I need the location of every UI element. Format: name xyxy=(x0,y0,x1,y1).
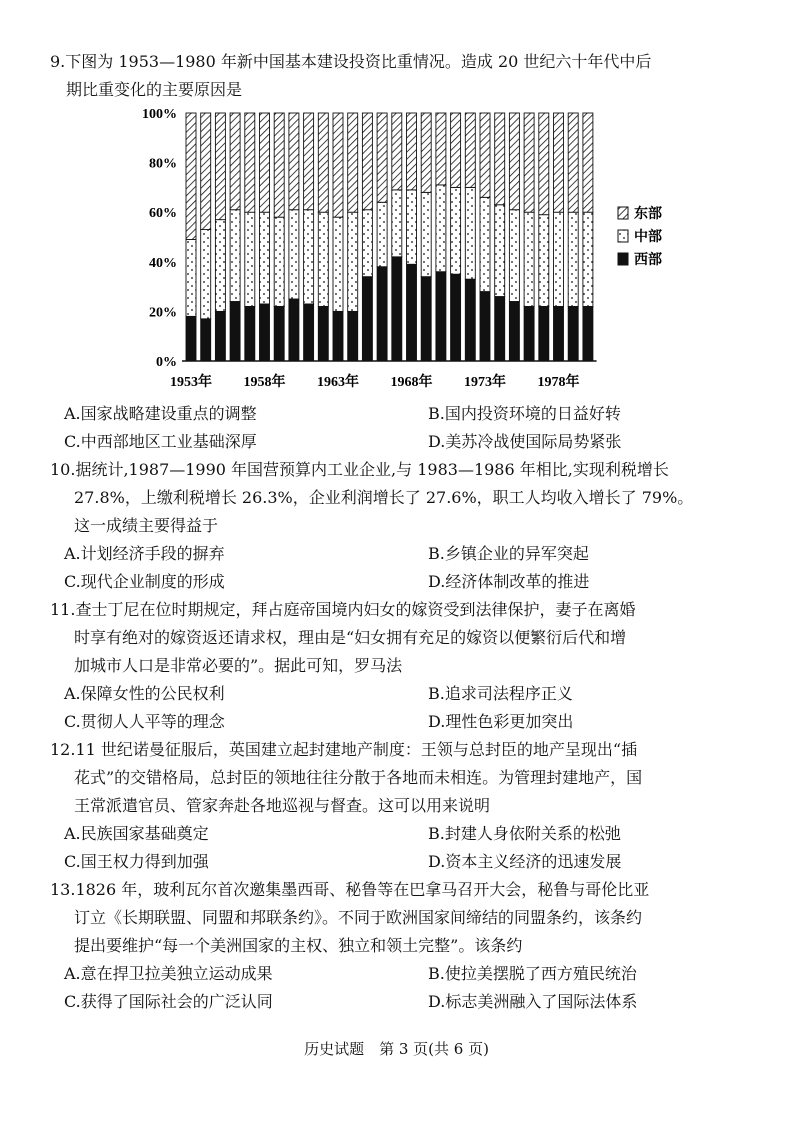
bar-segment-西部-1976 xyxy=(524,306,534,361)
bar-segment-中部-1956 xyxy=(230,210,240,302)
bar-segment-中部-1965 xyxy=(362,210,372,277)
q11-option-d[interactable]: D.理性色彩更加突出 xyxy=(428,712,574,731)
x-tick-label: 1978年 xyxy=(537,375,580,390)
q10-option-b[interactable]: B.乡镇企业的异军突起 xyxy=(428,544,589,563)
y-tick-label: 100% xyxy=(142,107,177,122)
x-tick-label: 1968年 xyxy=(390,375,433,390)
bar-segment-中部-1955 xyxy=(215,220,225,312)
x-tick-label: 1953年 xyxy=(170,375,212,390)
bar-segment-东部-1973 xyxy=(480,113,490,197)
q9-stem-line2: 期比重变化的主要原因是 xyxy=(66,80,243,99)
bar-segment-西部-1971 xyxy=(451,274,461,361)
bar-segment-东部-1965 xyxy=(362,113,372,210)
bar-segment-西部-1974 xyxy=(495,297,505,361)
bar-segment-东部-1967 xyxy=(392,113,402,190)
y-tick-label: 40% xyxy=(149,255,177,271)
bar-segment-中部-1979 xyxy=(568,212,578,306)
x-axis xyxy=(170,373,580,390)
legend-swatch-东部 xyxy=(618,207,628,219)
bar-segment-西部-1970 xyxy=(436,272,446,361)
q11-option-c[interactable]: C.贯彻人人平等的理念 xyxy=(64,712,225,731)
bar-segment-西部-1963 xyxy=(333,311,343,361)
bar-segment-西部-1961 xyxy=(304,304,314,361)
bar-segment-东部-1980 xyxy=(583,113,593,212)
q10-stem-line3: 这一成绩主要得益于 xyxy=(74,516,219,535)
bar-segment-东部-1977 xyxy=(539,113,549,215)
bar-segment-西部-1958 xyxy=(260,304,270,361)
bar-segment-西部-1954 xyxy=(201,319,211,361)
y-tick-label: 0% xyxy=(156,355,177,370)
bar-segment-中部-1954 xyxy=(201,230,211,319)
bar-segment-东部-1953 xyxy=(186,113,196,239)
bar-segment-中部-1978 xyxy=(554,212,564,306)
bar-group xyxy=(186,113,593,361)
bar-segment-中部-1963 xyxy=(333,217,343,311)
q10-option-d[interactable]: D.经济体制改革的推进 xyxy=(428,572,590,591)
x-tick-label: 1963年 xyxy=(317,375,359,390)
legend-label-东部: 东部 xyxy=(634,207,662,222)
bar-segment-西部-1960 xyxy=(289,299,299,361)
q10-option-c[interactable]: C.现代企业制度的形成 xyxy=(64,572,225,591)
bar-segment-西部-1979 xyxy=(568,306,578,361)
bar-segment-东部-1978 xyxy=(554,113,564,212)
bar-segment-中部-1973 xyxy=(480,197,490,291)
bar-segment-西部-1972 xyxy=(465,279,475,361)
bar-segment-中部-1962 xyxy=(318,212,328,306)
bar-segment-西部-1977 xyxy=(539,306,549,361)
q12-option-c[interactable]: C.国王权力得到加强 xyxy=(64,852,209,871)
bar-segment-西部-1957 xyxy=(245,306,255,361)
bar-segment-中部-1964 xyxy=(348,212,358,311)
bar-segment-东部-1964 xyxy=(348,113,358,212)
bar-segment-中部-1974 xyxy=(495,205,505,297)
bar-segment-西部-1978 xyxy=(554,306,564,361)
q12-stem-line1: 12.11 世纪诺曼征服后，英国建立起封建地产制度：王领与总封臣的地产呈现出“插 xyxy=(50,740,638,759)
q12-option-b[interactable]: B.封建人身依附关系的松弛 xyxy=(428,824,621,843)
q13-stem-line2: 订立《长期联盟、同盟和邦联条约》。不同于欧洲国家间缔结的同盟条约，该条约 xyxy=(74,908,643,927)
bar-segment-西部-1973 xyxy=(480,292,490,361)
investment-chart xyxy=(130,103,690,403)
bar-segment-中部-1969 xyxy=(421,192,431,276)
bar-segment-西部-1975 xyxy=(509,301,519,361)
bar-segment-东部-1963 xyxy=(333,113,343,217)
legend-swatch-西部 xyxy=(618,253,628,265)
bar-segment-东部-1972 xyxy=(465,113,475,187)
bar-segment-中部-1966 xyxy=(377,202,387,266)
bar-segment-中部-1957 xyxy=(245,212,255,306)
q11-stem-line1: 11.查士丁尼在位时期规定，拜占庭帝国境内妇女的嫁资受到法律保护，妻子在离婚 xyxy=(50,600,636,619)
bar-segment-东部-1968 xyxy=(407,113,417,190)
bar-segment-西部-1962 xyxy=(318,306,328,361)
bar-segment-中部-1961 xyxy=(304,210,314,304)
bar-segment-东部-1971 xyxy=(451,113,461,187)
bar-segment-中部-1970 xyxy=(436,185,446,272)
x-tick-label: 1973年 xyxy=(464,375,506,390)
q9-option-d[interactable]: D.美苏冷战使国际局势紧张 xyxy=(428,432,622,451)
bar-segment-东部-1976 xyxy=(524,113,534,212)
legend-label-中部: 中部 xyxy=(634,230,662,245)
bar-segment-中部-1977 xyxy=(539,215,549,307)
bar-segment-西部-1969 xyxy=(421,277,431,361)
q13-stem-line1: 13.1826 年，玻利瓦尔首次邀集墨西哥、秘鲁等在巴拿马召开大会，秘鲁与哥伦比亚 xyxy=(50,880,650,899)
q11-option-b[interactable]: B.追求司法程序正义 xyxy=(428,684,573,703)
q13-option-b[interactable]: B.使拉美摆脱了西方殖民统治 xyxy=(428,964,637,983)
bar-segment-中部-1958 xyxy=(260,212,270,304)
q9-option-b[interactable]: B.国内投资环境的日益好转 xyxy=(428,404,621,423)
y-tick-label: 20% xyxy=(149,305,177,321)
q12-option-d[interactable]: D.资本主义经济的迅速发展 xyxy=(428,852,622,871)
bar-segment-东部-1959 xyxy=(274,113,284,217)
q9-option-c[interactable]: C.中西部地区工业基础深厚 xyxy=(64,432,257,451)
q13-option-a[interactable]: A.意在捍卫拉美独立运动成果 xyxy=(64,964,273,983)
q11-option-a[interactable]: A.保障女性的公民权利 xyxy=(64,684,225,703)
q13-option-d[interactable]: D.标志美洲融入了国际法体系 xyxy=(428,992,638,1011)
q12-stem-line3: 王常派遣官员、管家奔赴各地巡视与督查。这可以用来说明 xyxy=(74,796,491,815)
bar-segment-西部-1968 xyxy=(407,264,417,361)
bar-segment-中部-1967 xyxy=(392,190,402,257)
q9-stem-line1: 9.下图为 1953—1980 年新中国基本建设投资比重情况。造成 20 世纪六十年代中后 xyxy=(50,52,652,71)
x-tick-label: 1958年 xyxy=(243,375,286,390)
bar-segment-东部-1957 xyxy=(245,113,255,212)
bar-segment-东部-1979 xyxy=(568,113,578,212)
legend-label-西部: 西部 xyxy=(634,253,662,268)
q12-stem-line2: 花式”的交错格局，总封臣的领地往往分散于各地而未相连。为管理封建地产，国 xyxy=(74,768,643,787)
bar-segment-东部-1954 xyxy=(201,113,211,230)
bar-segment-西部-1967 xyxy=(392,257,402,361)
chart-legend xyxy=(618,205,662,268)
bar-segment-中部-1980 xyxy=(583,212,593,306)
page-footer: 历史试题 第 3 页(共 6 页) xyxy=(304,1040,489,1058)
bar-segment-西部-1966 xyxy=(377,267,387,361)
bar-segment-东部-1970 xyxy=(436,113,446,185)
bar-segment-西部-1959 xyxy=(274,306,284,361)
bar-segment-西部-1980 xyxy=(583,306,593,361)
q11-stem-line2: 时享有绝对的嫁资返还请求权，理由是“妇女拥有充足的嫁资以便繁衍后代和增 xyxy=(74,628,627,647)
bar-segment-东部-1960 xyxy=(289,113,299,210)
y-tick-label: 80% xyxy=(149,156,177,172)
bar-segment-东部-1969 xyxy=(421,113,431,192)
bar-segment-东部-1966 xyxy=(377,113,387,202)
bar-segment-中部-1959 xyxy=(274,217,284,306)
bar-segment-东部-1961 xyxy=(304,113,314,210)
bar-segment-中部-1960 xyxy=(289,210,299,299)
bar-segment-东部-1975 xyxy=(509,113,519,210)
q13-option-c[interactable]: C.获得了国际社会的广泛认同 xyxy=(64,992,273,1011)
bar-segment-东部-1974 xyxy=(495,113,505,205)
bar-segment-中部-1972 xyxy=(465,187,475,279)
q12-option-a[interactable]: A.民族国家基础奠定 xyxy=(64,824,209,843)
bar-segment-西部-1964 xyxy=(348,311,358,361)
y-tick-label: 60% xyxy=(149,206,177,222)
q11-stem-line3: 加城市人口是非常必要的”。据此可知，罗马法 xyxy=(74,656,403,675)
bar-segment-中部-1971 xyxy=(451,187,461,274)
bar-segment-中部-1968 xyxy=(407,190,417,264)
bar-segment-东部-1955 xyxy=(215,113,225,220)
bar-segment-西部-1956 xyxy=(230,301,240,361)
q13-stem-line3: 提出要维护“每一个美洲国家的主权、独立和领土完整”。该条约 xyxy=(74,936,523,955)
legend-swatch-中部 xyxy=(618,230,628,242)
bar-segment-西部-1965 xyxy=(362,277,372,361)
bar-segment-东部-1962 xyxy=(318,113,328,212)
bar-segment-西部-1955 xyxy=(215,311,225,361)
bar-segment-东部-1956 xyxy=(230,113,240,210)
bar-segment-东部-1958 xyxy=(260,113,270,212)
bar-segment-中部-1975 xyxy=(509,210,519,302)
q10-option-a[interactable]: A.计划经济手段的摒弃 xyxy=(64,544,225,563)
q10-stem-line1: 10.据统计,1987—1990 年国营预算内工业企业,与 1983—1986 年相比,实现利税增长 xyxy=(50,460,669,479)
bar-segment-西部-1953 xyxy=(186,316,196,361)
bar-segment-中部-1976 xyxy=(524,212,534,306)
q9-option-a[interactable]: A.国家战略建设重点的调整 xyxy=(64,404,257,423)
bar-segment-中部-1953 xyxy=(186,239,196,316)
q10-stem-line2: 27.8%，上缴利税增长 26.3%，企业利润增长了 27.6%，职工人均收入增长了 79%。 xyxy=(74,488,694,507)
